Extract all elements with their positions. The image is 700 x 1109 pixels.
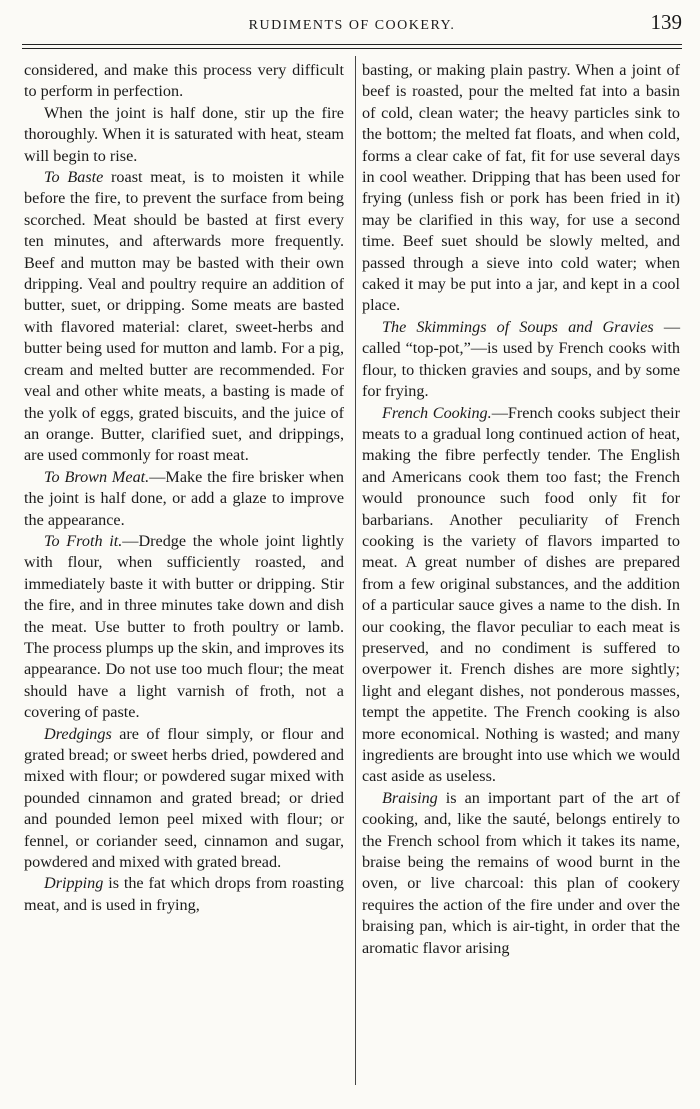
paragraph: Dripping is the fat which drops from roasting meat, and is used in frying, — [24, 874, 344, 914]
paragraph: Braising is an important part of the art of cooking, and, like the sauté, belongs entirely to the French school from which it takes its name, braise being the remains of wood burnt in the oven, or live charcoal: this plan of cookery requires the action of the fire under and over the braising pan, which is air-tight, in order that the aromatic flavor arising — [362, 788, 680, 957]
paragraph-term: French Cooking. — [382, 403, 492, 422]
right-column — [362, 60, 680, 959]
paragraph: To Froth it.—Dredge the whole joint lightly with flour, when sufficiently roasted, and immediately baste it with butter or dripping. Stir the fire, and in three minutes take down and dish the meat. Use butter to froth poultry or lamb. The process plumps up the skin, and improves its appearance. Do not use too much flour; the meat should have a light varnish of froth, not a covering of paste. — [24, 531, 344, 722]
paragraph-term: The Skimmings of Soups and Gravies — [382, 317, 654, 336]
column-divider — [355, 56, 356, 1085]
paragraph: considered, and make this process very difficult to perform in perfection. — [24, 61, 344, 101]
header-rule — [22, 44, 682, 45]
paragraph: To Baste roast meat, is to moisten it while before the fire, to prevent the surface from being scorched. Meat should be basted at first every ten minutes, and afterwards more frequently. Beef and mutton may be basted with their own dripping. Veal and poultry require an addition of butter, suet, or dripping. Some meats are basted with flavored material: claret, sweet-herbs and butter being used for mutton and lamb. For a pig, cream and melted butter are recommended. For veal and other white meats, a basting is made of the yolk of eggs, grated biscuits, and the juice of an orange. Butter, clarified suet, and drippings, are used commonly for roast meat. — [24, 168, 345, 465]
paragraph-term: To Baste — [44, 168, 104, 187]
paragraph: Dredgings are of flour simply, or flour and grated bread; or sweet herbs dried, powdered and mixed with flour; or powdered sugar mixed with pounded cinnamon and grated bread; or dried and pounded lemon peel mixed with flour; or fennel, or coriander seed, cinnamon and sugar, powdered and mixed with grated bread. — [24, 724, 344, 872]
paragraph: To Brown Meat.—Make the fire brisker when the joint is half done, or add a glaze to improve the appearance. — [24, 467, 344, 529]
paragraph: When the joint is half done, stir up the fire thoroughly. When it is saturated with heat, steam will begin to rise. — [24, 103, 344, 165]
paragraph: basting, or making plain pastry. When a joint of beef is roasted, pour the melted fat into a basin of cold, clean water; the heavy particles sink to the bottom; the melted fat floats, and when cold, forms a clear cake of fat, fit for use several days in cool weather. Dripping that has been used for frying (unless fish or pork has been fried in it) may be clarified in this way, for use a second time. Beef suet should be slowly melted, and passed through a sieve into cold water; when caked it may be put into a jar, and kept in a cool place. — [362, 61, 680, 315]
page-header — [22, 8, 682, 38]
header-rule-thin — [22, 48, 682, 49]
paragraph-term: Dredgings — [44, 724, 112, 743]
paragraph-term: To Brown Meat. — [44, 467, 150, 486]
running-title: RUDIMENTS OF COOKERY. — [248, 18, 456, 33]
page-number: 139 — [650, 10, 682, 34]
paragraph: The Skimmings of Soups and Gravies — called “top-pot,”—is used by French cooks with flour, to thicken gravies and soups, and by some for frying. — [362, 317, 681, 401]
paragraph-term: To Froth it. — [44, 531, 123, 550]
left-column — [24, 60, 344, 916]
paragraph-term: Braising — [382, 788, 438, 807]
paragraph-term: Dripping — [44, 874, 104, 893]
paragraph: French Cooking.—French cooks subject their meats to a gradual long continued action of heat, making the fibre perfectly tender. The English and Americans cook them too fast; the French would pronounce such food only fit for barbarians. Another peculiarity of French cooking is the variety of flavors imparted to meat. A great number of dishes are prepared from a few original substances, and the addition of a particular sauce gives a name to the dish. In our cooking, the flavor peculiar to each meat is preserved, and no condiment is suffered to overpower it. French dishes are more sightly; light and elegant dishes, not ponderous masses, tempt the appetite. The French cooking is also more economical. Nothing is wasted; and many ingredients are brought into use which we would cast aside as useless. — [362, 403, 681, 786]
